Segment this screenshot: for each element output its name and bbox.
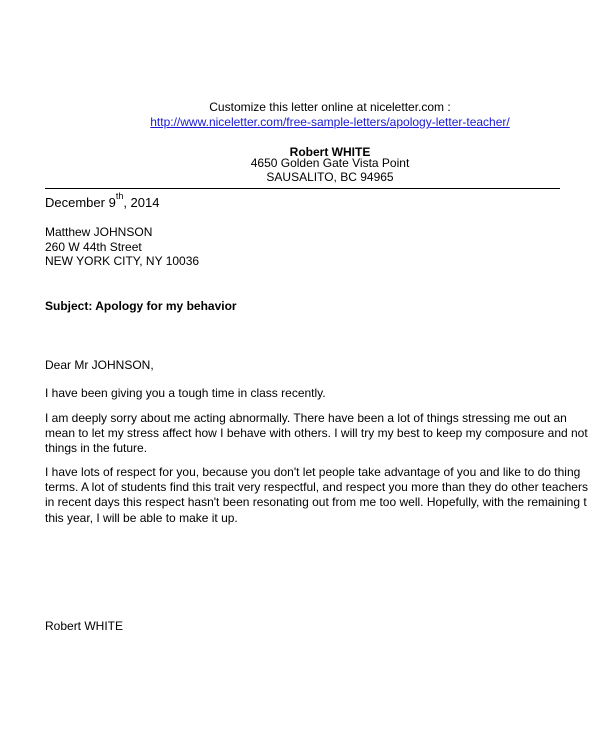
paragraph-2 (45, 411, 588, 457)
date-year: , 2014 (123, 195, 160, 210)
header-divider (45, 188, 560, 189)
signature: Robert WHITE (45, 619, 124, 633)
recipient-name: Matthew JOHNSON (45, 225, 153, 239)
paragraph-3-line: I have lots of respect for you, because you don't let people take advantage of you and like to do thing (45, 465, 581, 479)
paragraph-2-line: mean to let my stress affect how I behave with others. I will try my best to keep my composure and not (45, 426, 588, 441)
date-ordinal-suffix: th (115, 191, 124, 201)
paragraph-3-line: terms. A lot of students find this trait very respectful, and respect you more than they do other teachers (45, 480, 588, 495)
paragraph-1: I have been giving you a tough time in class recently. (45, 386, 326, 400)
customize-text: Customize this letter online at niceletter.com : (209, 100, 451, 114)
sender-address-line1: 4650 Golden Gate Vista Point (250, 156, 410, 170)
recipient-address-line1: 260 W 44th Street (45, 240, 142, 254)
paragraph-3-line: this year, I will be able to make it up. (45, 510, 238, 525)
letter-date (45, 191, 160, 210)
customize-link[interactable]: http://www.niceletter.com/free-sample-letters/apology-letter-teacher/ (150, 115, 510, 129)
paragraph-2-line: things in the future. (45, 441, 148, 456)
paragraph-3-line: in recent days this respect hasn't been resonating out from me too well. Hopefully, with the remaining t (45, 495, 587, 510)
recipient-address-line2: NEW YORK CITY, NY 10036 (45, 254, 200, 268)
paragraph-2-line: I am deeply sorry about me acting abnormally. There have been a lot of things stressing me out an (45, 411, 567, 425)
sender-name: Robert WHITE (289, 145, 371, 159)
letter-subject: Subject: Apology for my behavior (45, 299, 237, 313)
sender-address-line2: SAUSALITO, BC 94965 (266, 170, 394, 184)
date-month-day: December 9 (45, 195, 116, 210)
paragraph-3 (45, 465, 588, 526)
salutation: Dear Mr JOHNSON, (45, 358, 154, 372)
